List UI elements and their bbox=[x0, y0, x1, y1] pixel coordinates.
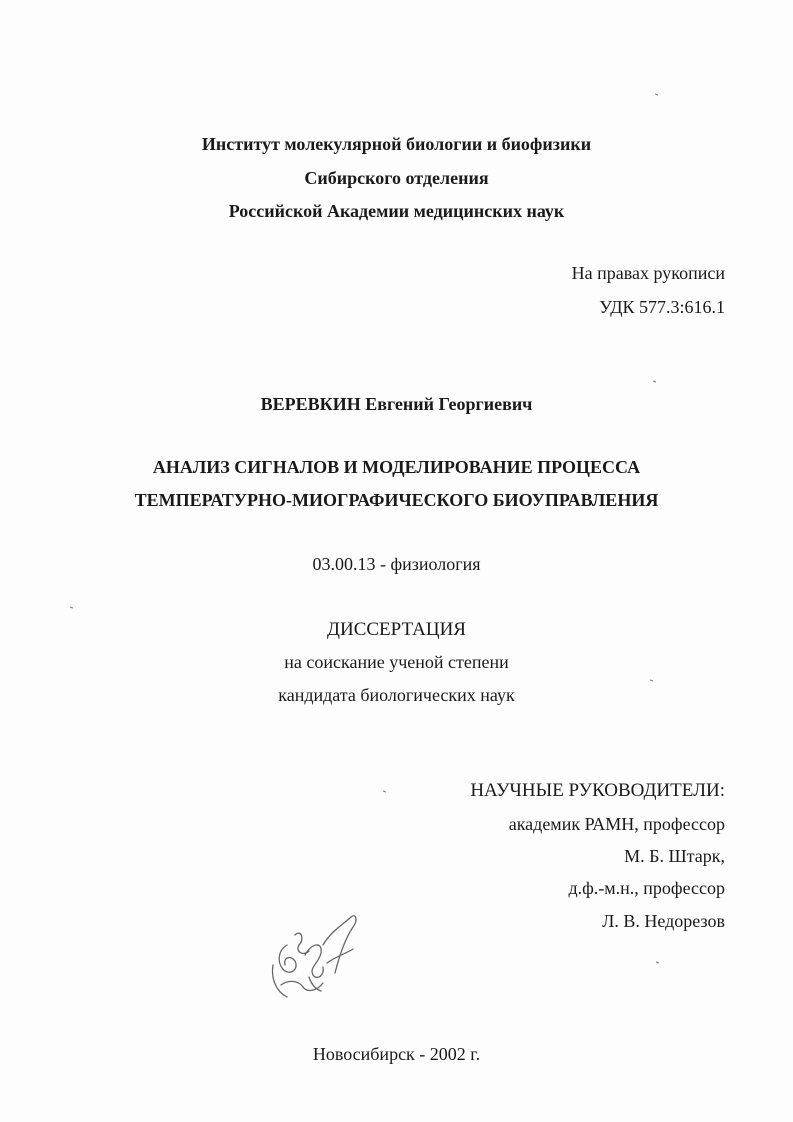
scan-speck bbox=[656, 961, 659, 963]
institute-line-2: Сибирского отделения bbox=[304, 168, 489, 188]
manuscript-rights: На правах рукописи bbox=[571, 263, 725, 283]
supervisor-2-name: Л. В. Недорезов bbox=[602, 911, 725, 931]
degree-purpose-line-1: на соискание ученой степени bbox=[284, 652, 509, 672]
supervisors-heading: НАУЧНЫЕ РУКОВОДИТЕЛИ: bbox=[470, 780, 725, 801]
thesis-title-line-2: ТЕМПЕРАТУРНО-МИОГРАФИЧЕСКОГО БИОУПРАВЛЕНИЯ bbox=[134, 490, 659, 510]
scan-speck bbox=[70, 606, 73, 608]
city-year: Новосибирск - 2002 г. bbox=[312, 1044, 481, 1064]
scan-speck bbox=[653, 380, 656, 382]
scan-speck bbox=[655, 93, 658, 95]
degree-purpose-line-2: кандидата биологических наук bbox=[278, 685, 515, 705]
supervisor-1-title: академик РАМН, профессор bbox=[508, 814, 725, 834]
author-name: ВЕРЕВКИН Евгений Георгиевич bbox=[260, 394, 533, 414]
institute-line-3: Российской Академии медицинских наук bbox=[228, 201, 565, 221]
supervisor-2-title: д.ф.-м.н., профессор bbox=[568, 878, 725, 898]
handwritten-signature bbox=[265, 905, 375, 1010]
specialty-code: 03.00.13 - физиология bbox=[312, 554, 481, 574]
scan-speck bbox=[650, 679, 653, 681]
supervisor-1-name: М. Б. Штарк, bbox=[624, 846, 725, 866]
dissertation-label: ДИССЕРТАЦИЯ bbox=[327, 619, 466, 640]
institute-line-1: Институт молекулярной биологии и биофизики bbox=[201, 134, 592, 154]
thesis-title-line-1: АНАЛИЗ СИГНАЛОВ И МОДЕЛИРОВАНИЕ ПРОЦЕССА bbox=[152, 457, 641, 477]
udk-code: УДК 577.3:616.1 bbox=[599, 297, 725, 317]
scan-speck bbox=[383, 790, 386, 792]
